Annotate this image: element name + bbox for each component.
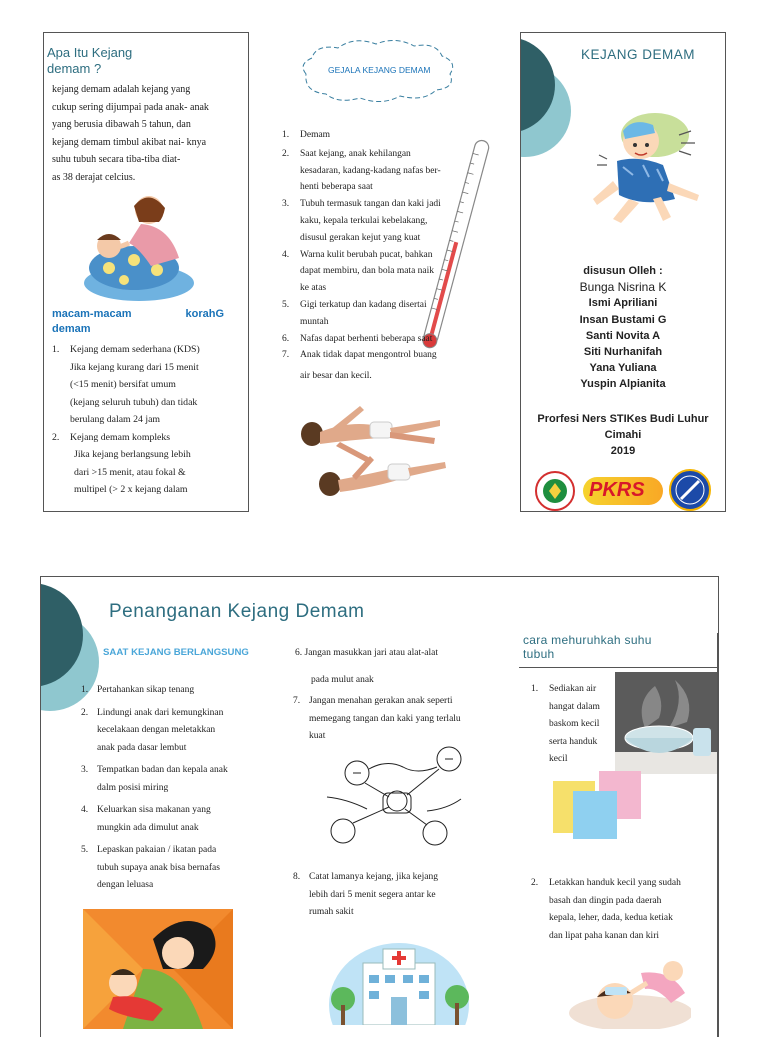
symptom-item — [282, 331, 452, 348]
symptom-line: ke atas — [300, 283, 327, 294]
institution-line1: Prorfesi Ners STIKes Budi Luhur — [537, 412, 709, 425]
handling-steps — [81, 682, 246, 895]
right-col-vertical-rule — [717, 633, 718, 1037]
step-line: Jangan menahan gerakan anak seperti — [309, 696, 453, 706]
step-line: dalm posisi miring — [97, 782, 169, 793]
cover-title: KEJANG DEMAM — [581, 47, 696, 62]
handling-step — [81, 762, 246, 797]
step-num: 2. — [531, 878, 539, 888]
symptom-item — [282, 127, 452, 144]
panel-gejala — [272, 32, 482, 510]
seizing-children-illustration — [290, 392, 450, 502]
type-line: Jika kejang berlangsung lebih — [74, 449, 191, 460]
by-label: disusun Olleh : — [583, 265, 663, 277]
sick-child-illustration — [583, 95, 713, 230]
symptom-item — [282, 196, 452, 246]
step-line: lebih dari 5 menit segera antar ke — [309, 889, 436, 900]
panel1-title-line2: demam ? — [47, 61, 102, 76]
symptom-line: kesadaran, kadang-kadang nafas ber- — [300, 165, 441, 176]
handling-step — [81, 705, 246, 758]
symptom-line: Warna kulit berubah pucat, bahkan — [300, 249, 433, 260]
step-num: 2. — [81, 707, 89, 718]
institution-seal-logo — [535, 471, 575, 511]
step-num: 3. — [81, 765, 89, 775]
symptom-line: air besar dan kecil. — [300, 371, 372, 382]
symptom-num: 2. — [282, 148, 290, 159]
hospital-illustration — [313, 935, 485, 1025]
section-title-during: SAAT KEJANG BERLANGSUNG — [103, 647, 249, 658]
panel-apa-itu-kejang — [43, 32, 249, 512]
type-line: (kejang seluruh tubuh) dan tidak — [70, 396, 198, 408]
types-title-b: korahG — [185, 308, 224, 320]
fever-step2 — [531, 875, 709, 945]
step-line: kecil — [549, 754, 568, 764]
warm-water-bowl-photo — [615, 672, 717, 774]
step-line: hangat dalam — [549, 701, 600, 712]
step-line: dan lipat paha kanan dan kiri — [549, 930, 660, 941]
intro-line: cukup sering dijumpai pada anak- anak — [52, 101, 209, 113]
fever-reduce-title-line2: tubuh — [523, 647, 555, 661]
intro-line: kejang demam adalah kejang yang — [52, 84, 191, 95]
step-line: Keluarkan sisa makanan yang — [97, 805, 211, 815]
symptom-num: 1. — [282, 130, 290, 140]
step-line: kuat — [309, 731, 326, 741]
symptom-line: Nafas dapat berhenti beberapa saat — [300, 333, 433, 344]
type-num: 2. — [52, 431, 60, 443]
step-num: 8. — [293, 872, 301, 882]
symptom-num: 3. — [282, 199, 290, 210]
year: 2019 — [610, 445, 636, 458]
pkrs-logo-text: PKRS — [589, 479, 645, 501]
step8 — [293, 869, 479, 922]
author-name: Santi Novita A — [585, 329, 661, 342]
symptom-num: 7. — [282, 350, 290, 361]
step-line: tubuh supaya anak bisa bernafas — [97, 862, 220, 873]
step-line: Sediakan air — [549, 684, 597, 694]
symptom-item — [282, 247, 452, 297]
cold-compress-illustration — [561, 953, 691, 1029]
step-num: 1. — [531, 684, 539, 694]
step-line: kecelakaan dengan meletakkan — [97, 725, 216, 735]
cloud-title: GEJALA KEJANG DEMAM — [328, 65, 431, 75]
symptom-line: disusul gerakan kejut yang kuat — [300, 232, 421, 243]
panel1-title-line1: Apa Itu Kejang — [47, 45, 133, 60]
type-item — [52, 341, 242, 429]
step-line: basah dan dingin pada daerah — [549, 895, 662, 906]
symptom-item — [282, 297, 452, 331]
step-line: Tempatkan badan dan kepala anak — [97, 765, 228, 775]
intro-line: kejang demam timbul akibat nai- knya — [52, 136, 207, 148]
panel-cover — [520, 32, 726, 512]
step-line: memegang tangan dan kaki yang terlalu — [309, 713, 461, 724]
author-name: Siti Nurhanifah — [583, 346, 663, 359]
step6-line2: pada mulut anak — [311, 675, 374, 685]
symptom-line: muntah — [300, 316, 329, 327]
author-name: Ismi Apriliani — [588, 297, 658, 310]
types-title-a: macam-macam — [52, 308, 132, 320]
type-line: dari >15 menit, atau fokal & — [74, 466, 186, 478]
step-num: 5. — [81, 845, 89, 855]
step-line: Pertahankan sikap tenang — [97, 685, 195, 695]
step-line: kepala, leher, dada, kedua ketiak — [549, 913, 673, 923]
institution-line2: Cimahi — [604, 428, 642, 441]
type-line: Kejang demam kompleks — [70, 431, 171, 443]
step7 — [293, 693, 479, 746]
intro-line: suhu tubuh secara tiba-tiba diat- — [52, 154, 181, 165]
type-line: (<15 menit) bersifat umum — [70, 379, 176, 390]
author-name: Bunga Nisrina K — [579, 280, 667, 295]
symptom-line: kaku, kepala terkulai kebelakang, — [300, 215, 428, 226]
symptom-line: henti beberapa saat — [300, 182, 373, 193]
fever-reduce-title-line1: cara mehuruhkah suhu — [523, 633, 652, 647]
step-num: 4. — [81, 805, 89, 815]
step-line: Lindungi anak dari kemungkinan — [97, 707, 224, 718]
type-item — [52, 429, 242, 499]
symptom-num: 4. — [282, 249, 290, 260]
intro-line: as 38 derajat celcius. — [52, 171, 136, 183]
handling-title: Penanganan Kejang Demam — [109, 601, 365, 622]
pkrs-logo — [583, 477, 663, 505]
symptom-num: 5. — [282, 299, 290, 310]
types-title-c: demam — [52, 323, 91, 335]
step-line: dengan leluasa — [97, 880, 154, 890]
type-line: Jika kejang kurang dari 15 menit — [70, 361, 199, 373]
cover-credits — [521, 263, 725, 459]
restraining-child-sketch — [317, 739, 477, 857]
type-num: 1. — [52, 344, 60, 355]
step-line: baskom kecil — [549, 719, 600, 729]
step-line: anak pada dasar lembut — [97, 742, 187, 753]
fever-step1 — [531, 681, 611, 769]
step-num: 1. — [81, 685, 89, 695]
step-line: Letakkan handuk kecil yang sudah — [549, 878, 681, 888]
symptom-item — [282, 146, 452, 196]
symptom-item — [282, 347, 452, 385]
symptoms-list — [282, 127, 452, 385]
step-line: Lepaskan pakaian / ikatan pada — [97, 845, 217, 855]
step-num: 7. — [293, 696, 301, 706]
symptom-num: 6. — [282, 333, 290, 344]
step-line: rumah sakit — [309, 907, 354, 917]
step6-line1: 6. Jangan masukkan jari atau alat-alat — [295, 648, 438, 658]
symptom-line: dapat membiru, dan bola mata naik — [300, 266, 435, 277]
small-towels-illustration — [547, 767, 649, 841]
step-line: Catat lamanya kejang, jika kejang — [309, 872, 438, 882]
handling-step — [81, 802, 246, 837]
handling-step — [81, 682, 246, 700]
author-name: Yana Yuliana — [589, 362, 657, 375]
symptom-line: Anak tidak dapat mengontrol buang — [300, 350, 437, 361]
symptom-line: Tubuh termasuk tangan dan kaki jadi — [300, 199, 441, 210]
symptom-line: Gigi terkatup dan kadang disertai — [300, 299, 427, 310]
author-name: Insan Bustami G — [579, 313, 667, 326]
mother-caring-child-illustration — [79, 188, 194, 303]
handling-step — [81, 842, 246, 895]
panel1-types-title — [52, 308, 242, 320]
step-line: mungkin ada dimulut anak — [97, 822, 199, 833]
symptom-line: Saat kejang, anak kehilangan — [300, 148, 411, 159]
mother-holding-child-illustration — [83, 909, 233, 1029]
university-emblem-logo — [669, 469, 711, 511]
type-line: Kejang demam sederhana (KDS) — [70, 344, 200, 355]
panel1-intro — [52, 81, 242, 186]
step-line: serta handuk — [549, 736, 598, 747]
types-list — [52, 341, 242, 499]
intro-line: yang berusia dibawah 5 tahun, dan — [52, 119, 191, 130]
right-col-top-rule — [519, 667, 718, 668]
bottom-frame — [40, 576, 719, 1037]
symptom-line: Demam — [300, 130, 331, 140]
type-line: multipel (> 2 x kejang dalam — [74, 484, 188, 495]
type-line: berulang dalam 24 jam — [70, 414, 161, 425]
author-name: Yuspin Alpianita — [580, 378, 666, 391]
